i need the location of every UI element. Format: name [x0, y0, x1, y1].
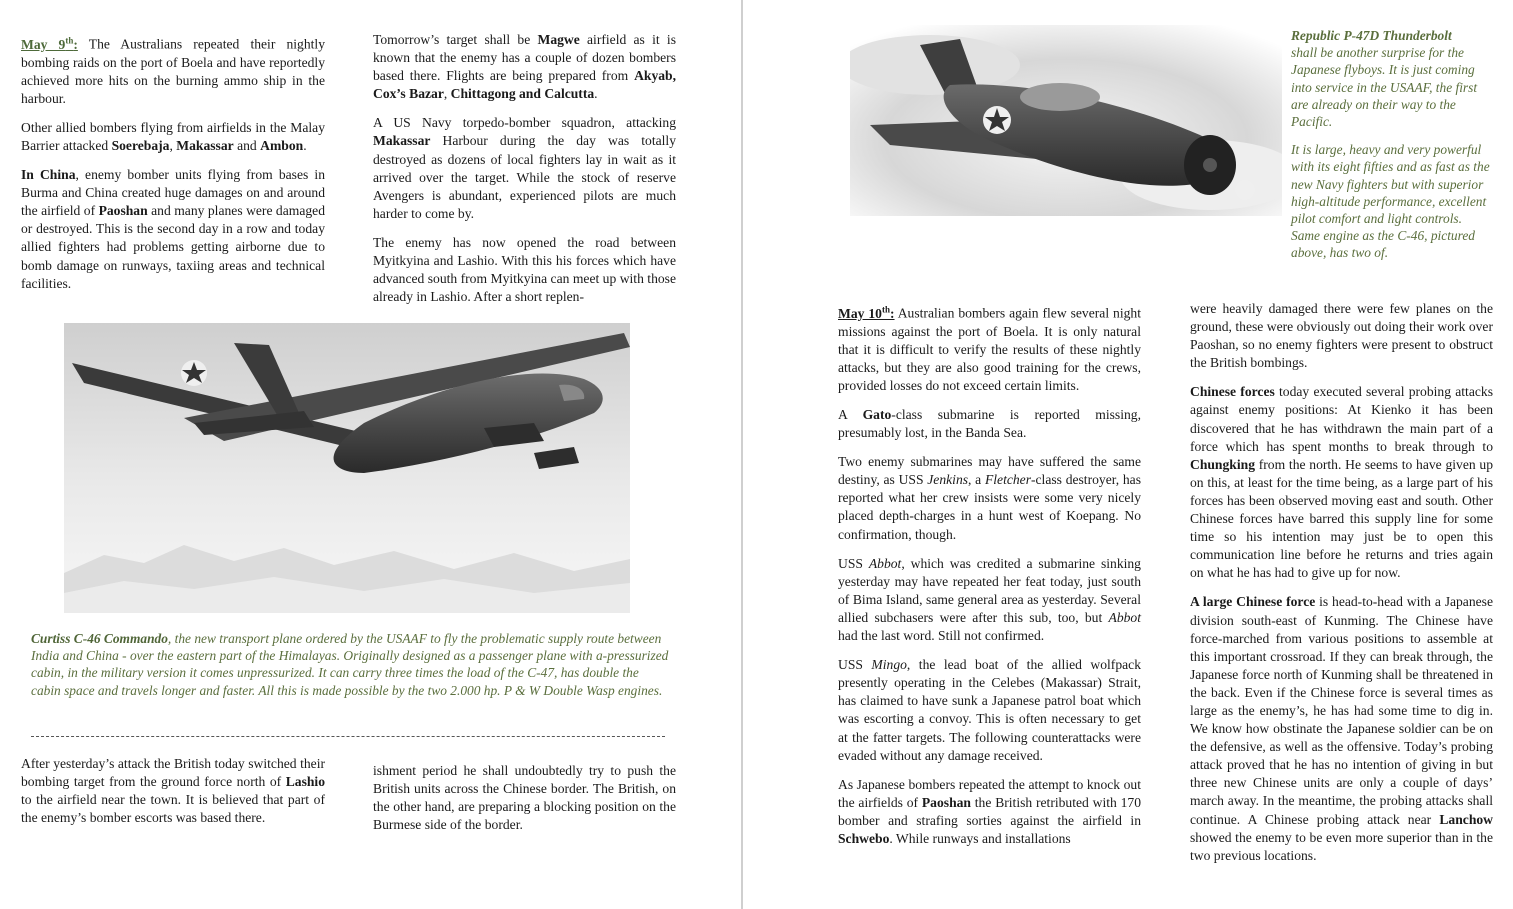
left-column-1 — [21, 31, 325, 304]
section-divider — [31, 736, 665, 737]
paragraph-torpedo-squadron: A US Navy torpedo-bomber squadron, attacking Makassar Harbour during the day was totally destroyed as dozens of local fighters lay in wait as it arrived over the target. While the stock of reserve Avengers is abundant, experienced pilots are much harder to come by. — [373, 115, 676, 221]
p47-thunderbolt-photo — [850, 25, 1282, 216]
paragraph-gato-submarine: A Gato-class submarine is reported missing, presumably lost, in the Banda Sea. — [838, 407, 1141, 441]
left-page — [0, 0, 742, 909]
date-may-9: May 9th: — [21, 35, 78, 52]
right-page — [744, 0, 1513, 909]
paragraph-magwe: Tomorrow’s target shall be Magwe airfield as it is known that the enemy has a couple of dozen bombers based there. Flights are being prepared from Akyab, Cox’s Bazar, Chittagong and Calcutta. — [373, 32, 676, 102]
paragraph-mingo: USS Mingo, the lead boat of the allied wolfpack presently operating in the Celebes (Makassar) Strait, has claimed to have sunk a Japanese patrol boat which was escorting a convoy. This is often necessary to get at the fatter targets. The following counterattacks were evaded without any damage received. — [838, 657, 1141, 763]
paragraph-chinese-forces: Chinese forces today executed several probing attacks against enemy positions: At Kienko it has been discovered that he has withdrawn the main part of a force which has spent months to break through to Chungking from the north. He seems to have given up on this, at least for the time being, as a large part of his forces has been observed moving east and south. Other Chinese forces have barred this supply line for some time so his intention may just be to open this communication line before he returns and tries again on what he has had to give up for now. — [1190, 384, 1493, 581]
p47-photo-caption — [1291, 27, 1491, 262]
paragraph-replenishment: ishment period he shall undoubtedly try to push the British units across the Chinese border. The British, on the other hand, are preparing a blocking position on the Burmese side of the border. — [373, 763, 676, 833]
left-bottom-column-1 — [21, 755, 325, 838]
right-column-1 — [838, 300, 1141, 859]
paragraph-may9: May 9th: The Australians repeated their nightly bombing raids on the port of Boela and have reportedly achieved more hits on the burning ammo ship in the harbour. — [21, 35, 325, 106]
paragraph-abbot: USS Abbot, which was credited a submarine sinking yesterday may have repeated her feat today, just south of Bima Island, same general area as yesterday. Several allied subchasers were after this sub, too, but Abbot had the last word. Still not confirmed. — [838, 555, 1141, 644]
left-bottom-column-2 — [373, 762, 676, 845]
paragraph-lashio: After yesterday’s attack the British today switched their bombing target from the ground force north of Lashio to the airfield near the town. It is believed that part of the enemy’s bomber escorts was based there. — [21, 756, 325, 826]
paragraph-jenkins: Two enemy submarines may have suffered the same destiny, as USS Jenkins, a Fletcher-class destroyer, has reported what her crew insists were some very nicely placed depth-charges in a hunt west of Koepang. No confirmation, though. — [838, 454, 1141, 542]
right-column-2 — [1190, 300, 1493, 876]
paragraph-british-bombings: were heavily damaged there were few planes on the ground, these were obviously out doing their work over Paoshan, so no enemy fighters were present to obstruct the British bombings. — [1190, 301, 1493, 371]
paragraph-myitkyina: The enemy has now opened the road between Myitkyina and Lashio. With this his forces which have advanced south from Myitkyina can meet up with those already in Lashio. After a short replen- — [373, 234, 676, 305]
p47-caption-title: Republic P-47D Thunderbolt — [1291, 28, 1452, 43]
p47-caption-paragraph-2: It is large, heavy and very powerful with its eight fifties and as fast as the new Navy fighters but with superior high-altitude performance, excellent pilot comfort and light controls. Same engine as the C-46, pictured above, has two of. — [1291, 142, 1490, 261]
paragraph-malay-barrier: Other allied bombers flying from airfields in the Malay Barrier attacked Soerebaja, Makassar and Ambon. — [21, 119, 325, 153]
p47-caption-paragraph-1: shall be another surprise for the Japanese flyboys. It is just coming into service in the USAAF, the first are already on their way to the Pacific. — [1291, 45, 1478, 130]
paragraph-china: In China, enemy bomber units flying from bases in Burma and China created huge damages on and around the airfield of Paoshan and many planes were damaged or destroyed. This is the second day in a row and today allied fighters had problems getting airborne due to bomb damage on runways, taxiing areas and technical facilities. — [21, 167, 325, 291]
page-gutter — [741, 0, 743, 909]
paragraph-large-chinese-force: A large Chinese force is head-to-head with a Japanese division south-east of Kunming. The Chinese have force-marched from various positions to assemble at this important crossroad. If they can break through, the Japanese force north of Kunming shall be threatened in the back. Even if the Chinese force is several times as large as the enemy’s, he has had some time to dig in. We know how obstinate the Japanese soldier can be on the defensive, as well as the offensive. Today’s probing attack proved that he has no intention of giving in but three new Chinese units are only a couple of days’ march away. In the meantime, the probing attacks shall continue. A Chinese probing attack near Lanchow showed the enemy to be even more superior than in the two previous locations. — [1190, 594, 1493, 863]
date-may-10: May 10th: — [838, 304, 895, 321]
c46-commando-photo — [64, 323, 630, 613]
c46-photo-caption: Curtiss C-46 Commando, the new transport plane ordered by the USAAF to fly the problematic supply route between India and China - over the eastern part of the Himalayas. Originally designed as a passenger plane with a-pressurized cabin, in the military version it comes unpressurized. It can carry three times the load of the C-47, has double the cabin space and travels longer and faster. All this is made possible by the two 2.000 hp. P & W Double Wasp engines. — [31, 631, 669, 698]
paragraph-paoshan-schwebo: As Japanese bombers repeated the attempt to knock out the airfields of Paoshan the British retributed with 170 bomber and strafing sorties against the airfield in Schwebo. While runways and installations — [838, 776, 1141, 846]
paragraph-may10: May 10th: Australian bombers again flew several night missions against the port of Boela. It is only natural that it is difficult to verify the results of these nightly attacks, but they are also good training for the crews, provided losses do not exceed certain limits. — [838, 304, 1142, 393]
left-column-2 — [373, 31, 676, 317]
